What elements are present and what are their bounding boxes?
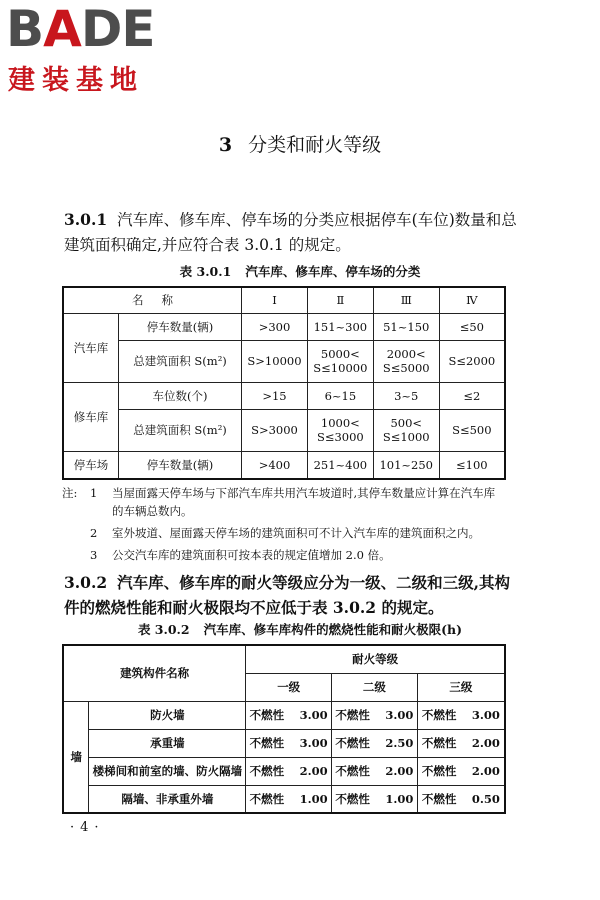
table-row <box>63 729 505 757</box>
note-prefix: 注: <box>62 486 78 500</box>
header-class-4: Ⅳ <box>439 287 505 313</box>
table-row <box>63 340 505 382</box>
table-cell: 3~5 <box>373 382 439 409</box>
material: 不燃性 <box>421 791 457 806</box>
clause-number: 3.0.2 <box>64 573 108 592</box>
table-row <box>63 313 505 340</box>
table-cell <box>417 785 505 813</box>
chapter-number: 3 <box>218 134 233 156</box>
table-cell <box>307 409 373 451</box>
hours: 2.00 <box>471 764 500 778</box>
brand-logo <box>6 0 155 97</box>
table-cell: 151~300 <box>307 313 373 340</box>
table-cell <box>332 757 418 785</box>
table-cell <box>332 729 418 757</box>
header-rating: 耐火等级 <box>246 645 505 673</box>
chapter-title: 分类和耐火等级 <box>248 134 382 156</box>
note-text: 当屋面露天停车场与下部汽车库共用汽车坡道时,其停车数量应计算在汽车库的车辆总数内。 <box>112 486 496 518</box>
classification-table <box>62 286 506 480</box>
table-cell <box>332 785 418 813</box>
material: 不燃性 <box>421 708 457 722</box>
row-label: 隔墙、非承重外墙 <box>89 785 246 813</box>
table-row <box>63 409 505 451</box>
cell-line: 5000< <box>320 347 360 361</box>
material: 不燃性 <box>249 708 285 722</box>
header-class-3: Ⅲ <box>373 287 439 313</box>
logo-subtitle: 建装基地 <box>8 65 144 96</box>
row-label: 车位数(个) <box>119 382 242 409</box>
table-row <box>63 382 505 409</box>
table-cell: >15 <box>242 382 308 409</box>
clause-text: 汽车库、修车库的耐火等级应分为一级、二级和三级,其构件的燃烧性能和耐火极限均不应低于表 3.0.2 的规定。 <box>64 573 511 617</box>
table-cell <box>307 340 373 382</box>
hours: 3.00 <box>299 736 328 750</box>
page-dot-left: · <box>70 820 75 835</box>
table-header-row <box>63 287 505 313</box>
note-number: 1 <box>90 486 98 500</box>
logo-wordmark <box>6 0 155 58</box>
hours: 3.00 <box>385 708 414 722</box>
note-item <box>62 546 502 564</box>
row-label: 楼梯间和前室的墙、防火隔墙 <box>89 757 246 785</box>
group-cell: 汽车库 <box>63 313 119 382</box>
cell-line: 500< <box>390 416 423 430</box>
chapter-heading <box>0 130 600 157</box>
note-number: 3 <box>90 548 98 562</box>
header-name-2: 称 <box>161 293 174 308</box>
table-cell: ≤2 <box>439 382 505 409</box>
row-label: 承重墙 <box>89 729 246 757</box>
table-cell: >400 <box>242 451 308 479</box>
table-cell <box>246 729 332 757</box>
table-caption-3-0-1 <box>0 262 600 280</box>
table-cell: 101~250 <box>373 451 439 479</box>
note-text: 公交汽车库的建筑面积可按本表的规定值增加 2.0 倍。 <box>112 548 391 562</box>
material: 不燃性 <box>249 736 285 750</box>
table-cell <box>417 729 505 757</box>
material: 不燃性 <box>335 708 370 722</box>
table-cell <box>417 701 505 729</box>
table-cell <box>373 409 439 451</box>
header-grade-2: 二级 <box>332 673 418 701</box>
table-cell <box>332 701 418 729</box>
table-cell <box>373 340 439 382</box>
clause-text: 汽车库、修车库、停车场的分类应根据停车(车位)数量和总建筑面积确定,并应符合表 3.0.1 的规定。 <box>64 211 517 254</box>
table-notes <box>62 484 502 568</box>
header-grade-3: 三级 <box>417 673 505 701</box>
table-row <box>63 785 505 813</box>
table-cell: 251~400 <box>307 451 373 479</box>
hours: 2.00 <box>385 764 414 778</box>
table-cell: 6~15 <box>307 382 373 409</box>
material: 不燃性 <box>421 764 457 778</box>
row-label: 总建筑面积 S(m²) <box>119 340 242 382</box>
table-caption-3-0-2 <box>0 620 600 638</box>
material: 不燃性 <box>421 736 457 750</box>
table-row <box>63 757 505 785</box>
table-cell <box>246 757 332 785</box>
page-number-value: 4 <box>80 820 89 835</box>
clause-3-0-2 <box>64 570 524 620</box>
material: 不燃性 <box>335 764 370 778</box>
row-label: 防火墙 <box>89 701 246 729</box>
table-cell: >300 <box>242 313 308 340</box>
table-number: 表 3.0.2 <box>137 622 190 637</box>
group-cell: 停车场 <box>63 451 119 479</box>
table-cell <box>246 785 332 813</box>
table-cell: S>3000 <box>242 409 308 451</box>
hours: 1.00 <box>299 791 328 806</box>
row-label: 总建筑面积 S(m²) <box>119 409 242 451</box>
note-text: 室外坡道、屋面露天停车场的建筑面积可不计入汽车库的建筑面积之内。 <box>112 526 480 540</box>
fire-resistance-table <box>62 644 506 814</box>
row-label: 停车数量(辆) <box>119 451 242 479</box>
material: 不燃性 <box>249 791 285 806</box>
header-class-2: Ⅱ <box>307 287 373 313</box>
page-dot-right: · <box>94 820 99 835</box>
material: 不燃性 <box>249 764 285 778</box>
hours: 0.50 <box>471 791 500 806</box>
hours: 3.00 <box>299 708 328 722</box>
table-title: 汽车库、修车库、停车场的分类 <box>245 264 421 279</box>
table-header-row <box>63 645 505 673</box>
hours: 2.50 <box>385 736 414 750</box>
header-name-1: 名 <box>132 293 144 308</box>
hours: 2.00 <box>471 736 500 750</box>
logo-letters-de: DE <box>80 0 155 58</box>
table-cell: 51~150 <box>373 313 439 340</box>
cell-line: 2000< <box>386 347 426 361</box>
header-component: 建筑构件名称 <box>63 645 246 701</box>
note-item <box>62 484 502 520</box>
cell-line: S≤1000 <box>382 430 430 444</box>
group-cell: 墙 <box>63 701 89 813</box>
logo-letter-a: A <box>43 0 81 58</box>
logo-letter-b: B <box>6 0 44 58</box>
cell-line: S≤3000 <box>316 430 364 444</box>
hours: 1.00 <box>385 791 414 806</box>
header-grade-1: 一级 <box>246 673 332 701</box>
header-name <box>63 287 242 313</box>
table-cell <box>246 701 332 729</box>
table-cell: S≤500 <box>439 409 505 451</box>
material: 不燃性 <box>335 791 370 806</box>
row-label: 停车数量(辆) <box>119 313 242 340</box>
hours: 3.00 <box>471 708 500 722</box>
header-class-1: Ⅰ <box>242 287 308 313</box>
table-number: 表 3.0.1 <box>179 264 232 279</box>
table-cell: ≤50 <box>439 313 505 340</box>
table-row <box>63 451 505 479</box>
note-item <box>62 524 502 542</box>
clause-number: 3.0.1 <box>64 210 108 229</box>
table-cell <box>417 757 505 785</box>
table-title: 汽车库、修车库构件的燃烧性能和耐火极限(h) <box>203 622 463 637</box>
table-row <box>63 701 505 729</box>
note-number: 2 <box>90 526 98 540</box>
table-cell: S>10000 <box>242 340 308 382</box>
table-cell: S≤2000 <box>439 340 505 382</box>
cell-line: 1000< <box>320 416 360 430</box>
group-cell: 修车库 <box>63 382 119 451</box>
cell-line: S≤10000 <box>313 361 368 375</box>
cell-line: S≤5000 <box>382 361 430 375</box>
clause-3-0-1 <box>64 207 524 258</box>
page-number <box>64 820 105 835</box>
material: 不燃性 <box>335 736 370 750</box>
hours: 2.00 <box>299 764 328 778</box>
table-cell: ≤100 <box>439 451 505 479</box>
